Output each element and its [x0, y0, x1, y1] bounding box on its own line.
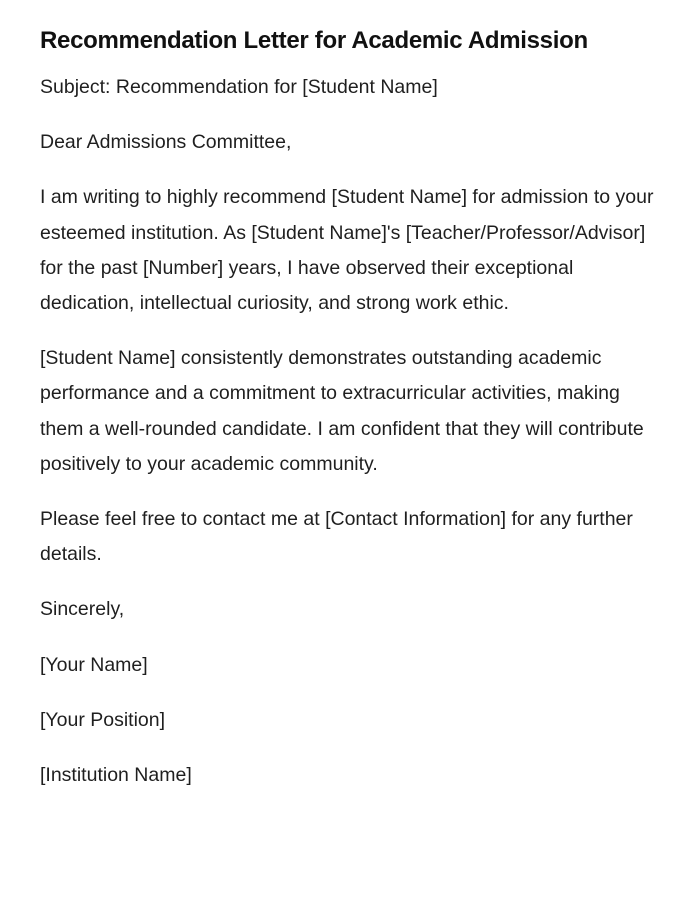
- letter-subject: Subject: Recommendation for [Student Name]: [40, 76, 438, 98]
- signature-name: [Your Name]: [40, 653, 148, 676]
- letter-salutation: Dear Admissions Committee,: [40, 131, 292, 154]
- letter-paragraph-intro: I am writing to highly recommend [Student Name] for admission to your esteemed institution. As [Student Name]'s [Teacher/Professor/Advisor] for the past [Number] years, I have observed their exceptional dedication, intellectual curiosity, and strong work ethic.: [40, 186, 654, 315]
- letter-paragraph-qualities: [Student Name] consistently demonstrates outstanding academic performance and a commitment to extracurricular activities, making them a well-rounded candidate. I am confident that they will contribute positively to your academic community.: [40, 347, 644, 475]
- letter-closing: Sincerely,: [40, 598, 125, 621]
- letter-title: Recommendation Letter for Academic Admission: [40, 27, 588, 54]
- signature-position: [Your Position]: [40, 708, 166, 731]
- signature-institution: [Institution Name]: [40, 764, 192, 787]
- letter-paragraph-contact: Please feel free to contact me at [Contact Information] for any further details.: [40, 508, 633, 566]
- letter-document: [40, 24, 660, 793]
